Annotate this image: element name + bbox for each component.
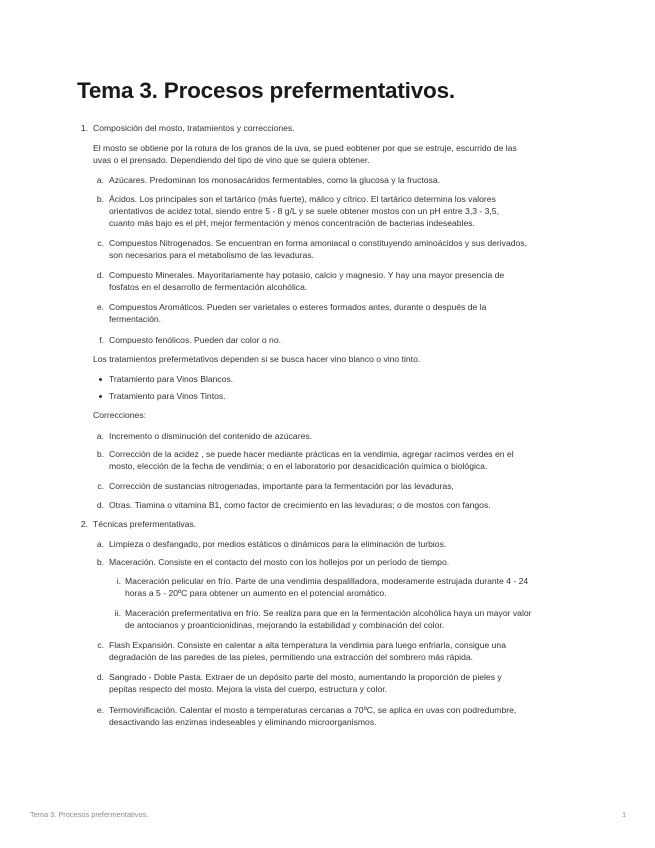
list-item-text: Corrección de sustancias nitrogenadas, importante para la fermentación por las levaduras, <box>109 481 454 491</box>
list-item-text: Compuestos Aromáticos. Pueden ser varietales o esteres formados antes, durante o después de la <box>109 302 487 312</box>
list-marker: i. <box>116 576 121 586</box>
section-1-intro-line-2: uvas o el prensado. Dependiendo del tipo de vino que se quiera obtener. <box>93 155 370 165</box>
corrections-label: Correcciones: <box>93 410 147 420</box>
list-item-text: mosto, elección de la fecha de vendimia; o en el laboratorio por desacidicación química o biológica. <box>109 461 488 471</box>
page-number: 1 <box>622 810 627 819</box>
list-item-text: Corrección de la acidez , se puede hacer mediante prácticas en la vendimia, agregar racimos verdes en el <box>109 449 514 459</box>
list-item-text: Tratamiento para Vinos Blancos. <box>109 374 234 384</box>
list-marker: b. <box>96 557 104 567</box>
list-item-text: Sangrado - Doble Pasta. Extraer de un depósito parte del mosto, aumentando la proporción de pieles y <box>109 672 502 682</box>
section-1-intro-line-1: El mosto se obtiene por la rotura de los granos de la uva, se pued eobtener por que se estruje, escurrido de las <box>93 143 517 153</box>
list-item-text: Ácidos. Los principales son el tartárico (más fuerte), málico y cítrico. El tartárico determina los valores <box>109 194 496 204</box>
list-item-text: de antocianos y proanticionidinas, mejorando la estabilidad y combinación del color. <box>125 620 445 630</box>
list-item-text: pepitas respecto del mosto. Mejora la vista del cuerpo, estructura y color. <box>109 684 387 694</box>
list-item-text: horas a 5 - 20ºC para obtener un aumento en el potencial aromático. <box>125 588 387 598</box>
list-item-text: cuanto más bajo es el pH, mejor fermentación y menos concentración de bacterias indeseables. <box>109 218 475 228</box>
list-item-text: Azúcares. Predominan los monosacáridos fermentables, como la glucosa y la fructosa. <box>109 175 441 185</box>
bullet-icon <box>99 395 102 398</box>
list-item-text: Otras. Tiamina o vitamina B1, como factor de crecimiento en las levaduras; o de mostos con fangos. <box>109 500 491 510</box>
list-marker: f. <box>99 335 104 345</box>
list-item-text: Maceración. Consiste en el contacto del mosto con los hollejos por un período de tiempo. <box>109 557 450 567</box>
list-item-text: Maceración prefermentativa en frío. Se realiza para que en la fermentación alcohólica haya un mayor valor <box>125 608 532 618</box>
list-marker: c. <box>97 640 104 650</box>
footer-title: Tema 3. Procesos prefermentativos. <box>30 810 149 819</box>
list-marker: a. <box>96 431 104 441</box>
list-item-text: Compuesto fenólicos. Pueden dar color o no. <box>109 335 281 345</box>
list-marker: a. <box>96 539 104 549</box>
list-item-text: Termovinificación. Calentar el mosto a temperaturas cercanas a 70ºC, se aplica en uvas con podredumbre, <box>109 705 517 715</box>
list-marker: ii. <box>114 608 121 618</box>
list-marker: e. <box>96 302 104 312</box>
list-item-text: Compuesto Minerales. Mayoritariamente hay potasio, calcio y magnesio. Y hay una mayor presencia de <box>109 270 505 280</box>
list-marker: c. <box>97 481 104 491</box>
list-item-text: desactivando las enzimas indeseables y eliminando microorganismos. <box>109 717 377 727</box>
list-marker: d. <box>96 500 104 510</box>
section-1-marker: 1. <box>80 123 88 133</box>
list-item-text: Limpieza o desfangado, por medios estáticos o dinámicos para la eliminación de turbios. <box>109 539 447 549</box>
list-item-text: Incremento o disminución del contenido de azúcares. <box>109 431 313 441</box>
list-marker: c. <box>97 238 104 248</box>
list-item-text: Compuestos Nitrogenados. Se encuentran en forma amoniacal o constituyendo aminoácidos y sus derivados, <box>109 238 527 248</box>
list-marker: e. <box>96 705 104 715</box>
list-marker: d. <box>96 270 104 280</box>
list-item-text: Maceración pelicular en frío. Parte de una vendimia despalilladora, moderamente estrujada durante 4 - 24 <box>125 576 529 586</box>
section-2-heading: Técnicas prefermentativas. <box>93 519 197 529</box>
list-item-text: fosfatos en el desarrollo de fermentación alcohólica. <box>109 282 308 292</box>
treatments-intro: Los tratamientos prefermetativos dependen si se busca hacer vino blanco o vino tinto. <box>93 354 421 364</box>
list-item-text: Flash Expansión. Consiste en calentar a alta temperatura la vendimia para luego enfriarla, consigue una <box>109 640 506 650</box>
list-marker: b. <box>96 194 104 204</box>
list-item-text: orientativos de acidez total, siendo entre 5 - 8 g/L y se suele obtener mostos con un pH entre 3,3 - 3,5, <box>109 206 499 216</box>
list-item-text: degradación de las paredes de las pieles, permitiendo una extracción del sombrero más rápida. <box>109 652 474 662</box>
list-marker: d. <box>96 672 104 682</box>
bullet-icon <box>99 378 102 381</box>
page-title: Tema 3. Procesos prefermentativos. <box>77 78 455 103</box>
list-item-text: Tratamiento para Vinos Tintos. <box>109 391 226 401</box>
list-item-text: son necesarios para el metabolismo de las levaduras. <box>109 250 314 260</box>
section-2-marker: 2. <box>80 519 88 529</box>
list-item-text: fermentación. <box>109 314 162 324</box>
list-marker: a. <box>96 175 104 185</box>
list-marker: b. <box>96 449 104 459</box>
section-1-heading: Composición del mosto, tratamientos y correcciones. <box>93 123 295 133</box>
